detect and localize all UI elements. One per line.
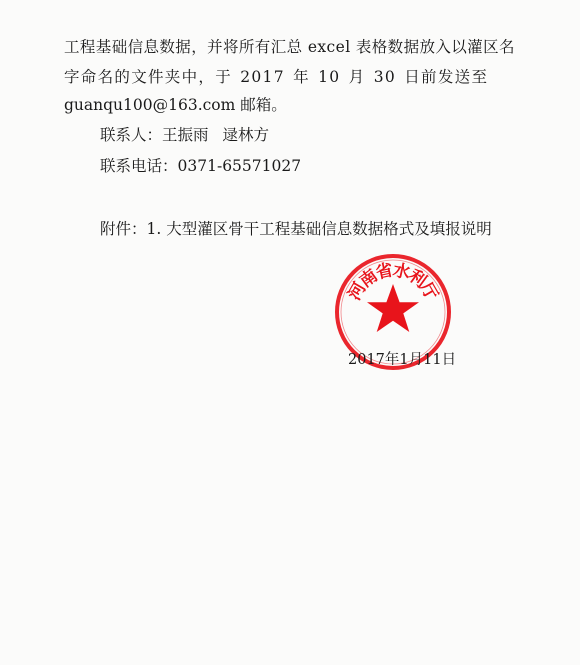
contact-name-2: 逯林方 <box>222 126 270 144</box>
seal-star-icon <box>367 284 419 332</box>
body-text-line-2: 字命名的文件夹中，于 2017 年 10 月 30 日前发送至 <box>64 68 489 86</box>
contact-person-line <box>100 124 560 146</box>
contact-label: 联系人： <box>100 126 163 144</box>
attachment-label: 附件： <box>100 220 147 238</box>
phone-number: 0371-65571027 <box>177 157 302 175</box>
seal-char: 河 <box>344 279 371 304</box>
seal-char: 省 <box>374 260 395 284</box>
body-text-line-3: guanqu100@163.com 邮箱。 <box>64 96 287 114</box>
signature-date: 2017年1月11日 <box>348 352 457 368</box>
contact-phone-line <box>100 155 560 177</box>
seal-char: 南 <box>356 265 382 292</box>
attachment-item: 1. 大型灌区骨干工程基础信息数据格式及填报说明 <box>146 220 492 238</box>
attachment-line <box>100 218 560 240</box>
body-text-line-1: 工程基础信息数据，并将所有汇总 excel 表格数据放入以灌区名 <box>64 38 515 56</box>
seal-char: 利 <box>404 265 430 292</box>
seal-char: 水 <box>391 260 412 284</box>
phone-label: 联系电话： <box>100 157 178 175</box>
contact-name-1: 王振雨 <box>162 126 209 144</box>
seal-char: 厅 <box>415 279 442 304</box>
